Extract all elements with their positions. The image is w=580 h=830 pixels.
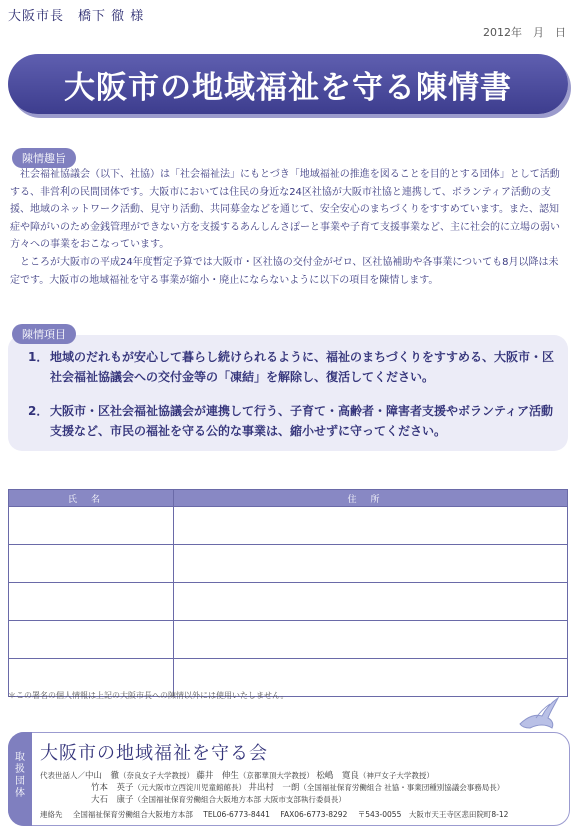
purpose-text — [10, 166, 566, 289]
items-label: 陳情項目 — [12, 324, 76, 344]
rep-name: 松嶋 寛良 — [316, 771, 359, 781]
purpose-paragraph-1: 社会福祉協議会（以下、社協）は「社会福祉法」にもとづき「地域福祉の推進を図ることを目的とする団体」として活動する、非営利の民間団体です。大阪市においては住民の身近な24区社協が大阪市社協と連携して、ボランティア活動の支援、地域のネットワーク活動、見守り活動、共同募金などを通じて、安全安心のまちづくりをすすめています。また、認知症や障がいのため金銭管理ができない方を支援するあんしんさぽーと事業や子育て支援事業など、主に社会的に立場の弱い方々への事業をおこなっています。 — [10, 169, 560, 251]
signature-row — [9, 583, 568, 621]
address-cell[interactable] — [174, 621, 568, 659]
document-title: 大阪市の地域福祉を守る陳情書 — [64, 69, 512, 106]
rep-role: （京都華頂大学教授） — [238, 771, 314, 780]
contact-label: 連絡先 — [40, 810, 63, 819]
items-box — [8, 335, 568, 451]
item-text: 大阪市・区社会福祉協議会が連携して行う、子育て・高齢者・障害者支援やボランティア活動支援など、市民の福祉を守る公的な事業は、縮小せずに守ってください。 — [50, 404, 554, 438]
address-cell[interactable] — [174, 583, 568, 621]
contact-line — [40, 809, 516, 820]
dove-icon — [516, 694, 560, 734]
rep-role: （元大阪市立西淀川児童館館長） — [133, 783, 247, 792]
name-cell[interactable] — [9, 583, 174, 621]
contact-address: 〒543-0055 大阪市天王寺区悲田院町8-12 — [357, 810, 509, 819]
organizer-name: 大阪市の地域福祉を守る会 — [40, 743, 268, 764]
signature-table — [8, 489, 568, 697]
date-line: 2012年 月 日 — [483, 26, 566, 39]
rep-role: （神戸女子大学教授） — [358, 771, 434, 780]
rep-prefix: 代表世話人 — [40, 771, 78, 780]
name-column-header: 氏名 — [9, 490, 174, 507]
purpose-paragraph-2: ところが大阪市の平成24年度暫定予算では大阪市・区社協の交付金がゼロ、区社協補助や各事業についても8月以降は未定です。大阪市の地域福祉を守る事業が縮小・廃止にならないように以下の項目を陳情します。 — [10, 256, 559, 286]
addressee: 大阪市長 橋下 徹 様 — [8, 9, 145, 24]
item-text: 地域のだれもが安心して暮らし続けられるように、福祉のまちづくりをすすめる、大阪市・区社会福祉協議会への交付金等の「凍結」を解除し、復活してください。 — [50, 350, 555, 384]
privacy-note: ＊この署名の個人情報は上記の大阪市長への陳情以外には使用いたしません。 — [8, 691, 289, 700]
petition-item-2 — [28, 401, 558, 441]
item-number: 2． — [28, 404, 49, 418]
rep-name: 中山 徹 — [85, 771, 120, 781]
rep-role: （全国福祉保育労働組合 社協・事業団種別協議会事務局長） — [299, 783, 505, 792]
purpose-label: 陳情趣旨 — [12, 148, 76, 168]
rep-role: （全国福祉保育労働組合大阪地方本部 大阪市支部執行委員長） — [133, 795, 346, 804]
name-cell[interactable] — [9, 621, 174, 659]
address-column-header: 住所 — [174, 490, 568, 507]
item-number: 1． — [28, 350, 49, 364]
rep-role: （奈良女子大学教授） — [119, 771, 195, 780]
representatives-line-1: 代表世話人／中山 徹（奈良女子大学教授） 藤井 伸生（京都華頂大学教授） 松嶋 寛良（神戸女子大学教授） — [40, 771, 434, 781]
contact-tel: TEL06-6773-8441 — [203, 810, 270, 819]
rep-name: 藤井 伸生 — [196, 771, 239, 781]
representatives-line-3 — [91, 793, 346, 805]
title-banner — [8, 54, 568, 114]
name-cell[interactable] — [9, 507, 174, 545]
rep-name: 竹本 英子 — [91, 783, 134, 793]
organizer-side-label: 取扱団体 — [15, 752, 25, 799]
signature-row — [9, 621, 568, 659]
rep-name: 井出村 一朗 — [248, 783, 300, 793]
signature-row — [9, 545, 568, 583]
representatives-line-2 — [91, 781, 504, 793]
signature-row — [9, 507, 568, 545]
address-cell[interactable] — [174, 507, 568, 545]
name-cell[interactable] — [9, 545, 174, 583]
petition-item-1 — [28, 347, 558, 387]
contact-org: 全国福祉保育労働組合大阪地方本部 — [72, 810, 193, 819]
contact-fax: FAX06-6773-8292 — [280, 810, 348, 819]
address-cell[interactable] — [174, 545, 568, 583]
rep-name: 大石 康子 — [91, 795, 134, 805]
